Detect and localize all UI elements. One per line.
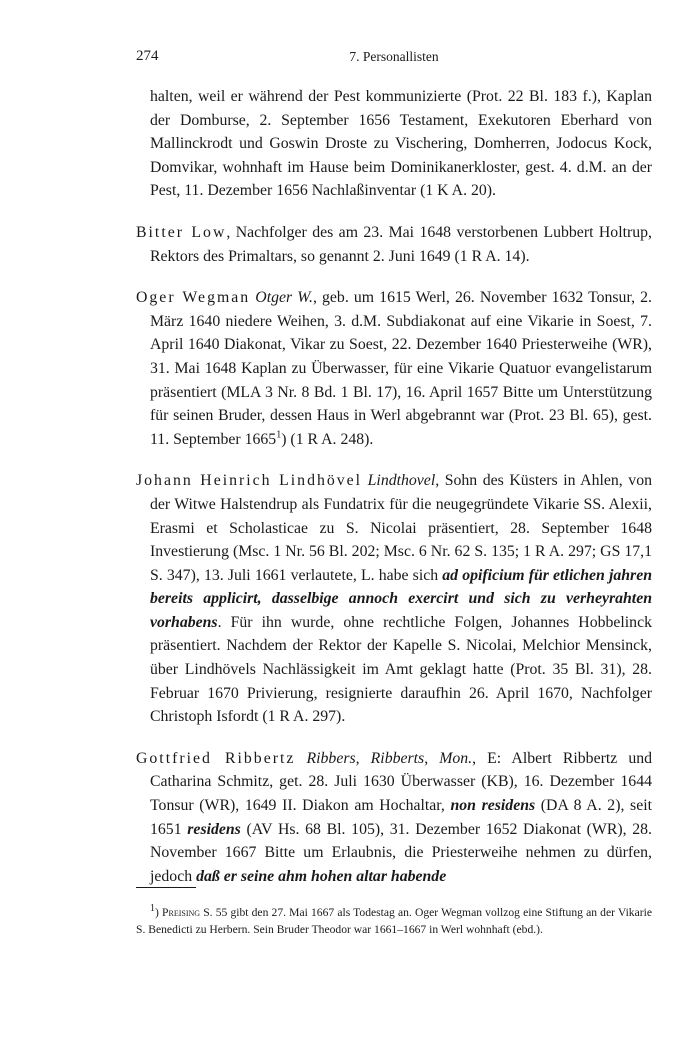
entry-name-variant: Ribbers, Ribberts, Mon. xyxy=(306,749,473,767)
entry-text: , Nachfolger des am 23. Mai 1648 verstorbenen Lubbert Holtrup, Rektors des Primaltars, so genannt 2. Juni 1649 (1 R A. 14). xyxy=(150,223,652,265)
entry-bitter-low xyxy=(136,221,652,268)
body-text xyxy=(136,85,652,906)
entry-quote: daß er seine ahm hohen altar habende xyxy=(196,867,447,885)
entry-name: Bitter Low xyxy=(136,223,227,241)
entry-johann-heinrich-lindhoevel xyxy=(136,469,652,729)
entry-name-variant: Otger W. xyxy=(255,289,313,307)
footnote-author: Preising xyxy=(162,906,201,919)
footnote-mark: 1 xyxy=(150,903,155,915)
entry-oger-wegman xyxy=(136,286,652,451)
footnote-rule xyxy=(136,887,196,888)
footnote-reference: 1 xyxy=(276,429,282,441)
entry-quote: ad opificium für etlichen jahren bereits applicirt, dasselbige annoch exercirt und sich zu verheyrahten vorhabens xyxy=(150,566,652,631)
running-head: 7. Personallisten xyxy=(349,49,439,64)
entry-text: (DA 8 A. 2), seit 1651 xyxy=(150,797,652,838)
entry-text: , E: Albert Ribbertz und Catharina Schmitz, get. 28. Juli 1630 Überwasser (KB), 16. Dezember 1644 Tonsur (WR), 1649 II. Diakon am Hochaltar, xyxy=(150,749,653,815)
entry-name: Oger Wegman xyxy=(136,289,251,307)
page-number: 274 xyxy=(136,48,159,64)
footnote-paren: ) xyxy=(155,906,159,919)
entry-quote: non residens xyxy=(450,797,536,815)
footnote xyxy=(136,905,652,938)
entry-text: , geb. um 1615 Werl, 26. November 1632 Tonsur, 2. März 1640 niedere Weihen, 3. d.M. Subdiakonat auf eine Vikarie in Soest, 7. April 1640 Diakonat, Vikar zu Soest, 22. Dezember 1640 Priesterweihe (WR), 31. Mai 1648 Kaplan zu Überwasser, für eine Vikarie Quatuor evangelistarum präsentiert (MLA 3 Nr. 8 Bd. 1 Bl. 17), 16. April 1657 Bitte um Unterstützung für seinen Bruder, dessen Haus in Werl abgebrannt war (Prot. 23 Bl. 65), gest. 11. September 1665 xyxy=(150,289,653,448)
entry-text: (AV Hs. 68 Bl. 105), 31. Dezember 1652 Diakonat (WR), 28. November 1667 Bitte um Erlaubnis, die Priesterweihe nehmen zu dürfen, jedoch xyxy=(150,820,652,885)
entry-quote: residens xyxy=(187,820,241,838)
entry-name: Johann Heinrich Lindhövel xyxy=(136,472,363,490)
entry-text: . Für ihn wurde, ohne rechtliche Folgen, Johannes Hobbelinck präsentiert. Nachdem der Rektor der Kapelle S. Nicolai, Melchior Mensinck, über Lindhövels Nachlässigkeit im Amt geklagt hatte (Prot. 35 Bl. 31), 28. Februar 1670 Privierung, resignierte daraufhin 26. April 1670, Nachfolger Christoph Isfordt (1 R A. 297). xyxy=(150,613,652,726)
entry-text: , Sohn des Küsters in Ahlen, von der Witwe Halstendrup als Fundatrix für die neugegründete Vikarie SS. Alexii, Erasmi et Scholasticae zu S. Nicolai präsentiert, 28. September 1648 Investierung (Msc. 1 Nr. 56 Bl. 202; Msc. 6 Nr. 62 S. 135; 1 R A. 297; GS 17,1 S. 347), 13. Juli 1661 verlautete, L. habe sich xyxy=(150,472,652,584)
entry-gottfried-ribbertz xyxy=(136,747,652,889)
entry-text: halten, weil er während der Pest kommunizierte (Prot. 22 Bl. 183 f.), Kaplan der Domburse, 2. September 1656 Testament, Exekutoren Eberhard von Mallinckrodt und Goswin Droste zu Vischering, Domherren, Jodocus Kock, Domvikar, wohnhaft im Hause beim Dominikanerkloster, gest. 4. d.M. an der Pest, 11. Dezember 1656 Nachlaßinventar (1 K A. 20). xyxy=(150,88,652,200)
entry-name-variant: Lindthovel xyxy=(367,472,436,490)
page-header xyxy=(136,48,652,68)
entry-name: Gottfried Ribbertz xyxy=(136,749,296,767)
entry-text: ) (1 R A. 248). xyxy=(281,430,374,448)
footnote-text: S. 55 gibt den 27. Mai 1667 als Todestag an. Oger Wegman vollzog eine Stiftung an der Vikarie S. Benedicti zu Herbern. Sein Bruder Theodor war 1661–1667 in Werl wohnhaft (ebd.). xyxy=(136,906,652,936)
entry-continuation xyxy=(136,85,652,203)
